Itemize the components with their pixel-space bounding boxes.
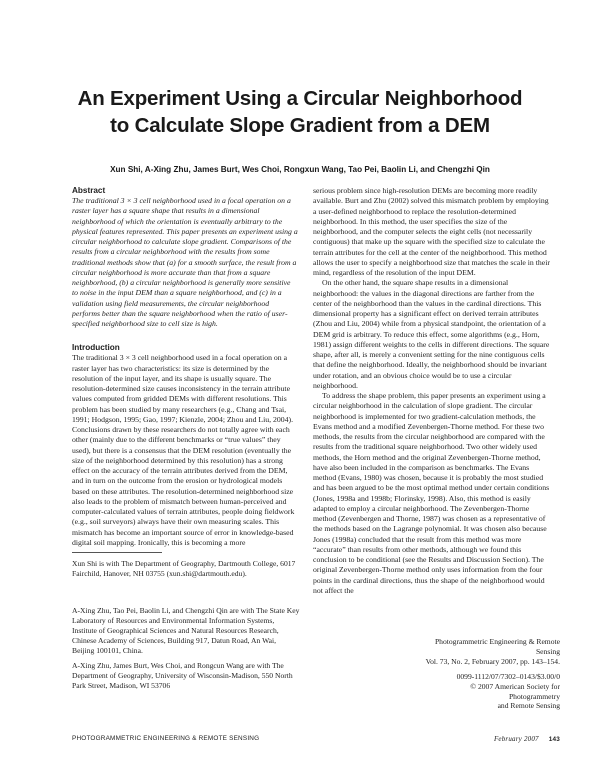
introduction-heading: Introduction — [72, 343, 120, 353]
footer-date: February 2007 — [493, 735, 539, 743]
page-number: 143 — [548, 736, 560, 743]
journal-code: 0099-1112/07/7302–0143/$3.00/0 — [456, 672, 560, 681]
title-line-1: An Experiment Using a Circular Neighborhood — [77, 87, 523, 110]
abstract-heading: Abstract — [72, 186, 106, 195]
author-affiliation-note: A-Xing Zhu, James Burt, Wes Choi, and Rongcun Wang are with The Department of Geography, University of Wisconsin-Madison, 550 North Park Street, Madison, WI 53706 — [72, 661, 293, 691]
journal-volume: Vol. 73, No. 2, February 2007, pp. 143–154. — [425, 656, 560, 666]
footnote-divider — [72, 552, 162, 553]
author-affiliation-note: Xun Shi is with The Department of Geography, Dartmouth College, 6017 Fairchild, Hanover, NH 03755 (xun.shi@dartmouth.edu). — [72, 559, 296, 579]
right-column — [313, 186, 553, 596]
footer-journal: PHOTOGRAMMETRIC ENGINEERING & REMOTE SENSING — [72, 735, 260, 742]
abstract-text: The traditional 3 × 3 cell neighborhood used in a focal operation on a raster layer has a square shape that results in a dimensional neighborhood of which the orientation is eventually arbitrary to the physical features represented. This paper presents an experiment using a circular neighborhood to calculate slope gradient. Comparisons of the results from a circular neighborhood with the results from some traditional methods show that (a) for a smooth surface, the result from a circular neighborhood is more accurate than that from a square neighborhood, (b) a circular neighborhood is generally more sensitive to noise in the input DEM than a square neighborhood, and (c) in a validation using field measurements, the circular neighborhood performs better than the square neighborhood when the ratio of user-specified neighborhood size to cell size is high. — [72, 196, 298, 328]
title-line-2: to Calculate Slope Gradient from a DEM — [110, 114, 490, 137]
journal-copyright — [420, 672, 560, 711]
journal-citation — [420, 637, 560, 666]
body-paragraph: On the other hand, the square shape results in a dimensional neighborhood: the values in the diagonal directions are farther from the center of the neighborhood than the values in the cardinal directions. This dimensional property has a significant effect on derived terrain attributes (Zhou and Liu, 2004) while from a physical standpoint, the orientation of a DEM grid is arbitrary. To reduce this effect, some algorithms (e.g., Horn, 1981) assign different weights to the cells in different directions. The square shape, after all, is merely a convenient setting for the nine contiguous cells that define the neighborhood. Ideally, the neighborhood should be invariant under rotation, and an obvious choice would be to use a circular neighborhood. — [313, 278, 550, 390]
introduction-text: The traditional 3 × 3 cell neighborhood used in a focal operation on a raster layer has two characteristics: its size is determined by the resolution of the input layer, and its shape is usually square. The resolution-determined size causes inconsistency in the terrain attribute values computed from gridded DEMs with different resolutions. This problem has been studied by many researchers (e.g., Chang and Tsai, 1991; Hodgson, 1995; Gao, 1997; Kienzle, 2004; Zhou and Liu, 2004). Conclusions drawn by these researchers do not totally agree with each other (mainly due to the different benchmarks or “true values” they used), but there is a consensus that the DEM resolution (eventually the size of the neighborhood determined by this resolution) has a strong effect on the accuracy of the terrain attributes derived from the DEM, and in turn on the outcome from the erosion or hydrological models based on these attributes. The resolution-determined neighborhood size also leads to the problem of mismatch between human-perceived and computer-calculated values of terrain attributes, people doing fieldwork (e.g., soil surveyors) always have their own measuring scales. This mismatch has become an important source of error in knowledge-based digital soil mapping. Ironically, this is becoming a more — [72, 353, 295, 547]
journal-name: Photogrammetric Engineering & Remote Sensing — [434, 637, 560, 656]
body-paragraph: serious problem since high-resolution DEMs are becoming more readily available. Burt and Zhu (2002) solved this mismatch problem by employing a user-defined neighborhood to replace the resolution-determined neighborhood. In this method, the user specifies the size of the neighborhood, and the computer selects the eight cells (not necessarily contiguous) that make up the square with the specified size to calculate the terrain attributes for the cell at the center of the neighborhood. This method allows the user to specify a neighborhood size that matches the scale in their mind, regardless of the resolution of the input DEM. — [313, 186, 550, 277]
author-affiliation-note: A-Xing Zhu, Tao Pei, Baolin Li, and Chengzhi Qin are with The State Key Laboratory of Resources and Environmental Information Systems, Institute of Geographical Sciences and Natural Resources Research, Chinese Academy of Sciences, Building 917, Datun Road, An Wai, Beijing 100101, China. — [72, 606, 300, 656]
section-spacer — [72, 329, 298, 343]
copyright-line-2: and Remote Sensing — [497, 701, 560, 711]
paper-title — [40, 85, 560, 139]
left-column — [72, 186, 298, 548]
footer-right — [440, 735, 560, 743]
copyright-line: © 2007 American Society for Photogrammetry — [470, 681, 560, 701]
body-paragraph: To address the shape problem, this paper presents an experiment using a circular neighborhood in the calculation of slope gradient. The circular neighborhood is implemented for two gradient-calculation methods, the Evans method and a modified Zevenbergen-Thorne method. For these two methods, the results from the circular neighborhood are compared with the results from the traditional square neighborhood. Two other widely used methods, the Horn method and the original Zevenbergen-Thorne method, have also been included in the comparison as benchmarks. The Evans method (Evans, 1980) was chosen, because it is probably the most studied and has been argued to be the most optimal method under certain conditions (Jones, 1998a and 1998b; Florinsky, 1998). Also, this method is easily adapted to employ a circular neighborhood. The Zevenbergen-Thorne method (Zevenbergen and Thorne, 1987) was chosen as a representative of the methods based on the Lagrange polynomial. It was chosen also because Jones (1998a) concluded that the result from this method was more “accurate” than results from other methods, although we found this conclusion to be conditional (see the Results and Discussion Section). The original Zevenbergen-Thorne method only uses information from the four points in the cardinal directions, thus the shape of the neighborhood would not affect the — [313, 391, 550, 595]
author-list: Xun Shi, A-Xing Zhu, James Burt, Wes Choi, Rongxun Wang, Tao Pei, Baolin Li, and Chengzhi Qin — [110, 165, 490, 174]
